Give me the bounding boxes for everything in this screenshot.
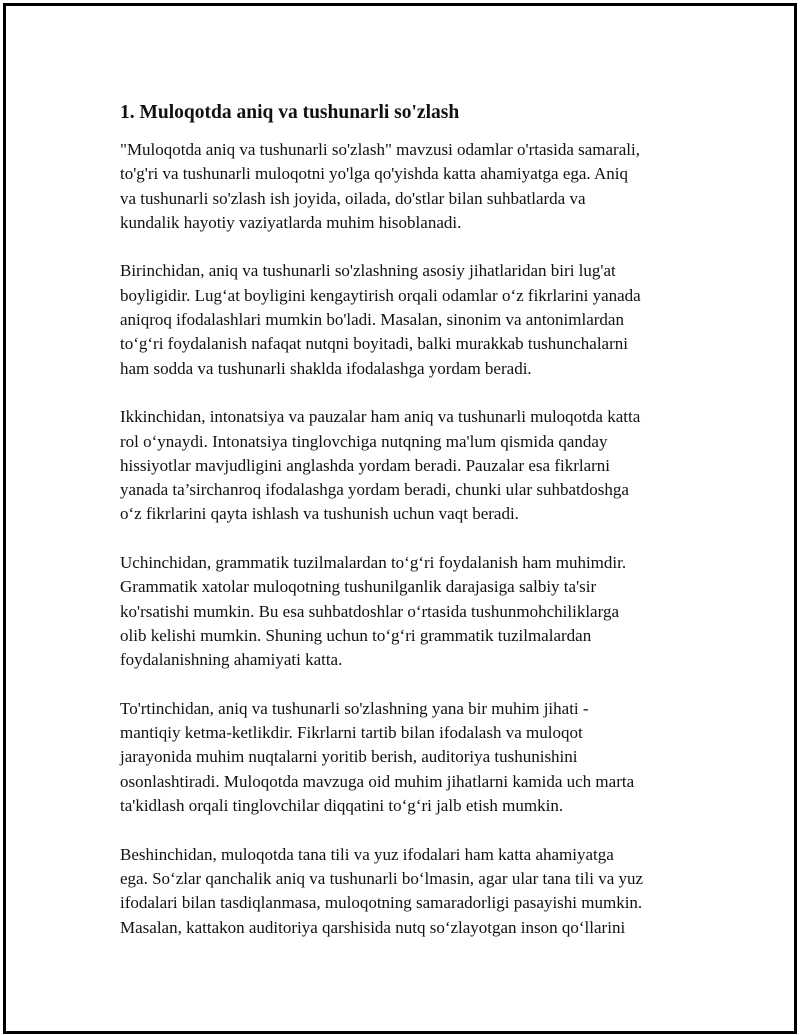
page-frame: [3, 3, 797, 1034]
paragraph-first: [120, 259, 700, 380]
text-line: olib kelishi mumkin. Shuning uchun to‘g‘ri grammatik tuzilmalardan: [120, 625, 592, 645]
paragraph-intro: [120, 138, 700, 235]
text-line: Ikkinchidan, intonatsiya va pauzalar ham aniq va tushunarli muloqotda katta: [120, 407, 641, 427]
document-body: [120, 100, 700, 964]
text-line: to'g'ri va tushunarli muloqotni yo'lga qo'yishda katta ahamiyatga ega. Aniq: [120, 164, 628, 184]
text-line: aniqroq ifodalashlari mumkin bo'ladi. Masalan, sinonim va antonimlardan: [120, 310, 624, 330]
text-line: mantiqiy ketma-ketlikdir. Fikrlarni tartib bilan ifodalash va muloqot: [120, 723, 583, 743]
text-line: ta'kidlash orqali tinglovchilar diqqatini to‘g‘ri jalb etish mumkin.: [120, 796, 564, 816]
paragraph-third: [120, 551, 700, 672]
text-line: hissiyotlar mavjudligini anglashda yordam beradi. Pauzalar esa fikrlarni: [120, 455, 611, 475]
text-line: boyligidir. Lug‘at boyligini kengaytirish orqali odamlar o‘z fikrlarini yanada: [120, 285, 641, 305]
text-line: Birinchidan, aniq va tushunarli so'zlashning asosiy jihatlaridan biri lug'at: [120, 261, 616, 281]
text-line: kundalik hayotiy vaziyatlarda muhim hisoblanadi.: [120, 212, 462, 232]
section-heading: 1. Muloqotda aniq va tushunarli so'zlash: [120, 102, 460, 123]
text-line: Masalan, kattakon auditoriya qarshisida nutq so‘zlayotgan inson qo‘llarini: [120, 917, 626, 937]
text-line: va tushunarli so'zlash ish joyida, oilada, do'stlar bilan suhbatlarda va: [120, 188, 586, 208]
text-line: ham sodda va tushunarli shaklda ifodalashga yordam beradi.: [120, 358, 532, 378]
text-line: Beshinchidan, muloqotda tana tili va yuz ifodalari ham katta ahamiyatga: [120, 844, 614, 864]
text-line: jarayonida muhim nuqtalarni yoritib berish, auditoriya tushunishini: [120, 747, 578, 767]
text-line: "Muloqotda aniq va tushunarli so'zlash" mavzusi odamlar o'rtasida samarali,: [120, 140, 640, 159]
text-line: to‘g‘ri foydalanish nafaqat nutqni boyitadi, balki murakkab tushunchalarni: [120, 334, 628, 354]
text-line: To'rtinchidan, aniq va tushunarli so'zlashning yana bir muhim jihati -: [120, 698, 589, 718]
text-line: yanada ta’sirchanroq ifodalashga yordam beradi, chunki ular suhbatdoshga: [120, 480, 629, 500]
text-line: Grammatik xatolar muloqotning tushunilganlik darajasiga salbiy ta'sir: [120, 577, 597, 597]
text-line: ifodalari bilan tasdiqlanmasa, muloqotning samaradorligi pasayishi mumkin.: [120, 893, 643, 913]
paragraph-fourth: [120, 697, 700, 818]
text-line: rol o‘ynaydi. Intonatsiya tinglovchiga nutqning ma'lum qismida qanday: [120, 431, 608, 451]
text-line: osonlashtiradi. Muloqotda mavzuga oid muhim jihatlarni kamida uch marta: [120, 771, 635, 791]
paragraph-second: [120, 405, 700, 526]
text-line: ko'rsatishi mumkin. Bu esa suhbatdoshlar o‘rtasida tushunmohchiliklarga: [120, 601, 619, 621]
text-line: o‘z fikrlarini qayta ishlash va tushunish uchun vaqt beradi.: [120, 504, 519, 524]
text-line: ega. So‘zlar qanchalik aniq va tushunarli bo‘lmasin, agar ular tana tili va yuz: [120, 868, 644, 888]
text-line: foydalanishning ahamiyati katta.: [120, 650, 343, 670]
text-line: Uchinchidan, grammatik tuzilmalardan to‘g‘ri foydalanish ham muhimdir.: [120, 553, 627, 573]
paragraph-fifth: [120, 843, 700, 940]
